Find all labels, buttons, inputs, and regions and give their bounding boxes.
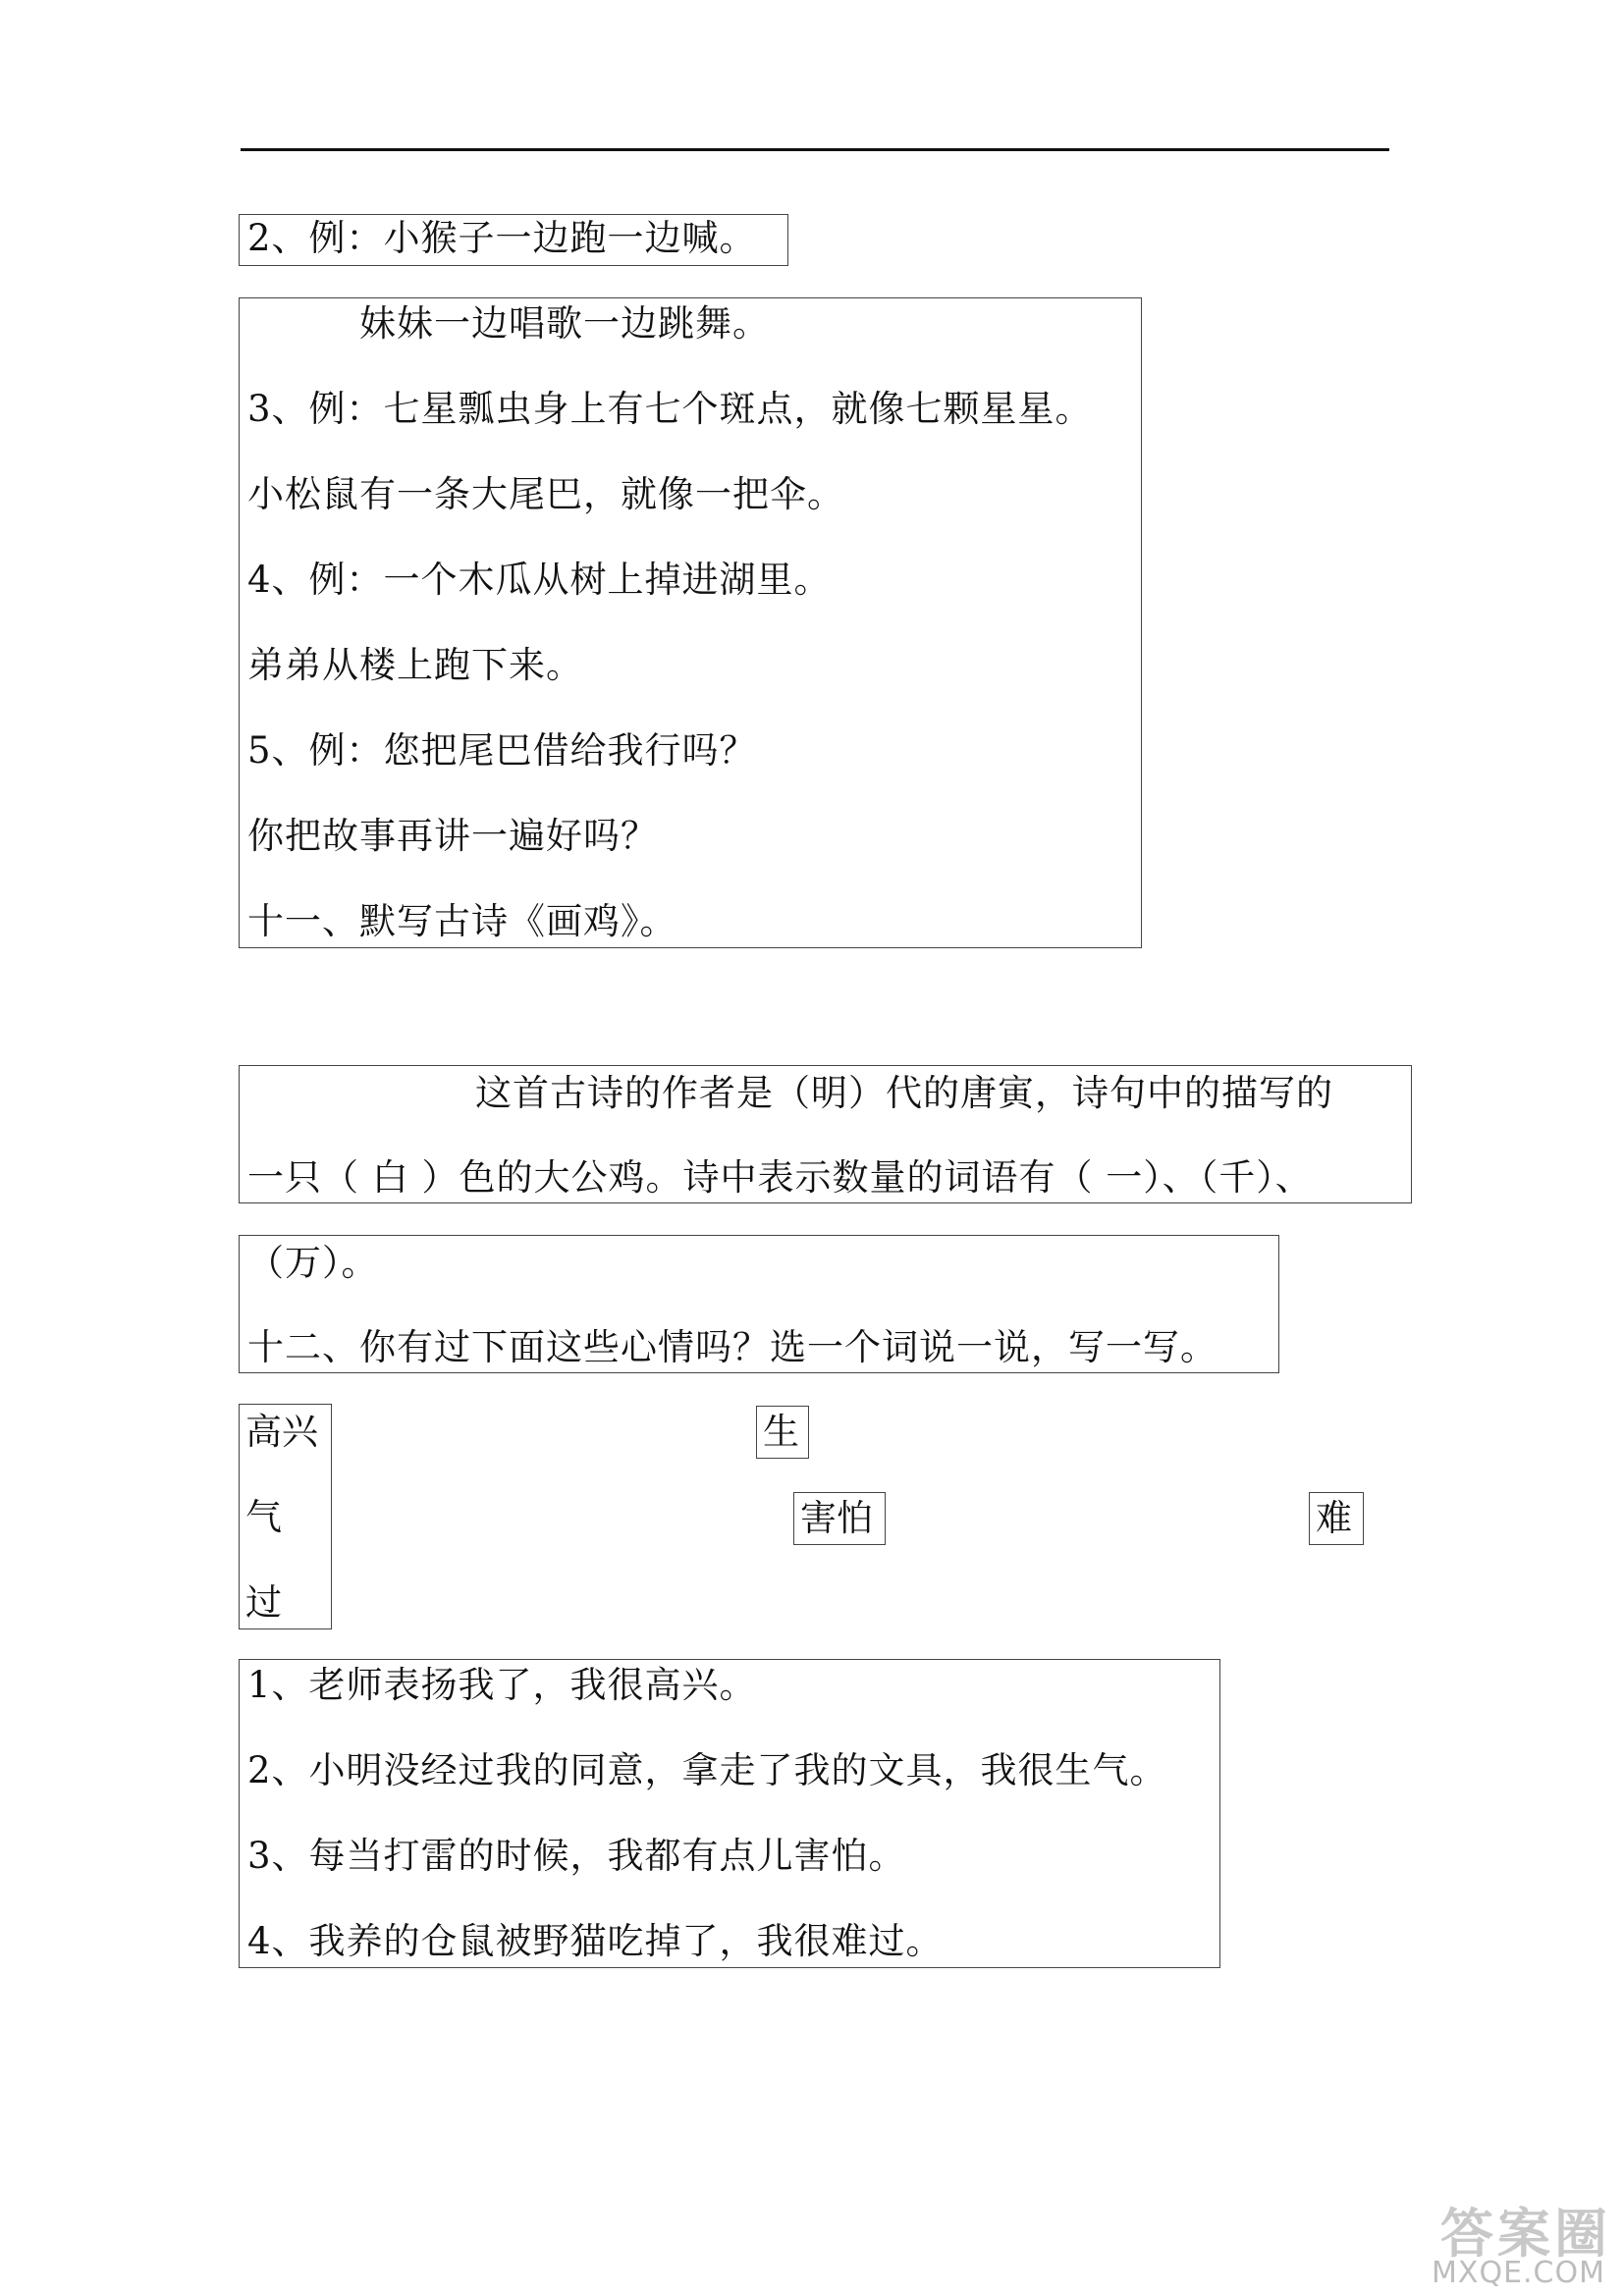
mood-word-column (239, 1404, 332, 1629)
mood-word: 高兴 (245, 1411, 318, 1453)
answers-box-1 (239, 297, 1142, 948)
answer-line: 5、例：您把尾巴借给我行吗？ (247, 729, 757, 772)
poem-line-1: 这首古诗的作者是（明）代的唐寅，诗句中的描写的 (475, 1072, 1333, 1114)
answer-line: 你把故事再讲一遍好吗？ (247, 815, 658, 857)
answer-line: 4、我养的仓鼠被野猫吃掉了，我很难过。 (247, 1920, 944, 1962)
answer-line: 1、老师表扬我了，我很高兴。 (247, 1664, 757, 1706)
mood-word-box-sheng (756, 1406, 809, 1459)
example-2-text: 2、例：小猴子一边跑一边喊。 (247, 217, 757, 259)
answer-line: 妹妹一边唱歌一边跳舞。 (359, 302, 770, 345)
answer-line: 弟弟从楼上跑下来。 (247, 644, 583, 686)
answer-line: 3、例：七星瓢虫身上有七个斑点，就像七颗星星。 (247, 388, 1093, 430)
answer-line: 4、例：一个木瓜从树上掉进湖里。 (247, 559, 832, 601)
poem-box (239, 1065, 1412, 1203)
watermark (1385, 2192, 1611, 2290)
poem-line-2: 一只（ 白 ）色的大公鸡。诗中表示数量的词语有（ 一）、（千）、 (247, 1156, 1313, 1199)
mood-word: 生 (763, 1411, 799, 1453)
mood-word-box-haipa (793, 1492, 886, 1545)
watermark-logo: 答案圈 (1440, 2203, 1611, 2265)
mood-word: 过 (245, 1581, 282, 1624)
mood-word: 害怕 (800, 1497, 873, 1539)
poem-continuation-box (239, 1235, 1279, 1373)
mood-word-box-nan (1309, 1492, 1364, 1545)
answers-box-2 (239, 1659, 1220, 1968)
answer-line: 十一、默写古诗《画鸡》。 (247, 900, 677, 942)
section-12-heading: 十二、你有过下面这些心情吗？选一个词说一说，写一写。 (247, 1326, 1217, 1368)
answer-line: 2、小明没经过我的同意，拿走了我的文具，我很生气。 (247, 1749, 1167, 1791)
header-rule (241, 148, 1389, 151)
mood-word: 气 (245, 1496, 282, 1538)
answer-line: 小松鼠有一条大尾巴，就像一把伞。 (247, 473, 844, 515)
example-2-box (239, 214, 788, 266)
answer-line: 3、每当打雷的时候，我都有点儿害怕。 (247, 1835, 906, 1877)
watermark-url: MXQE.COM (1432, 2256, 1605, 2290)
mood-word: 难 (1316, 1497, 1352, 1539)
poem-line-3: （万）。 (247, 1242, 379, 1284)
